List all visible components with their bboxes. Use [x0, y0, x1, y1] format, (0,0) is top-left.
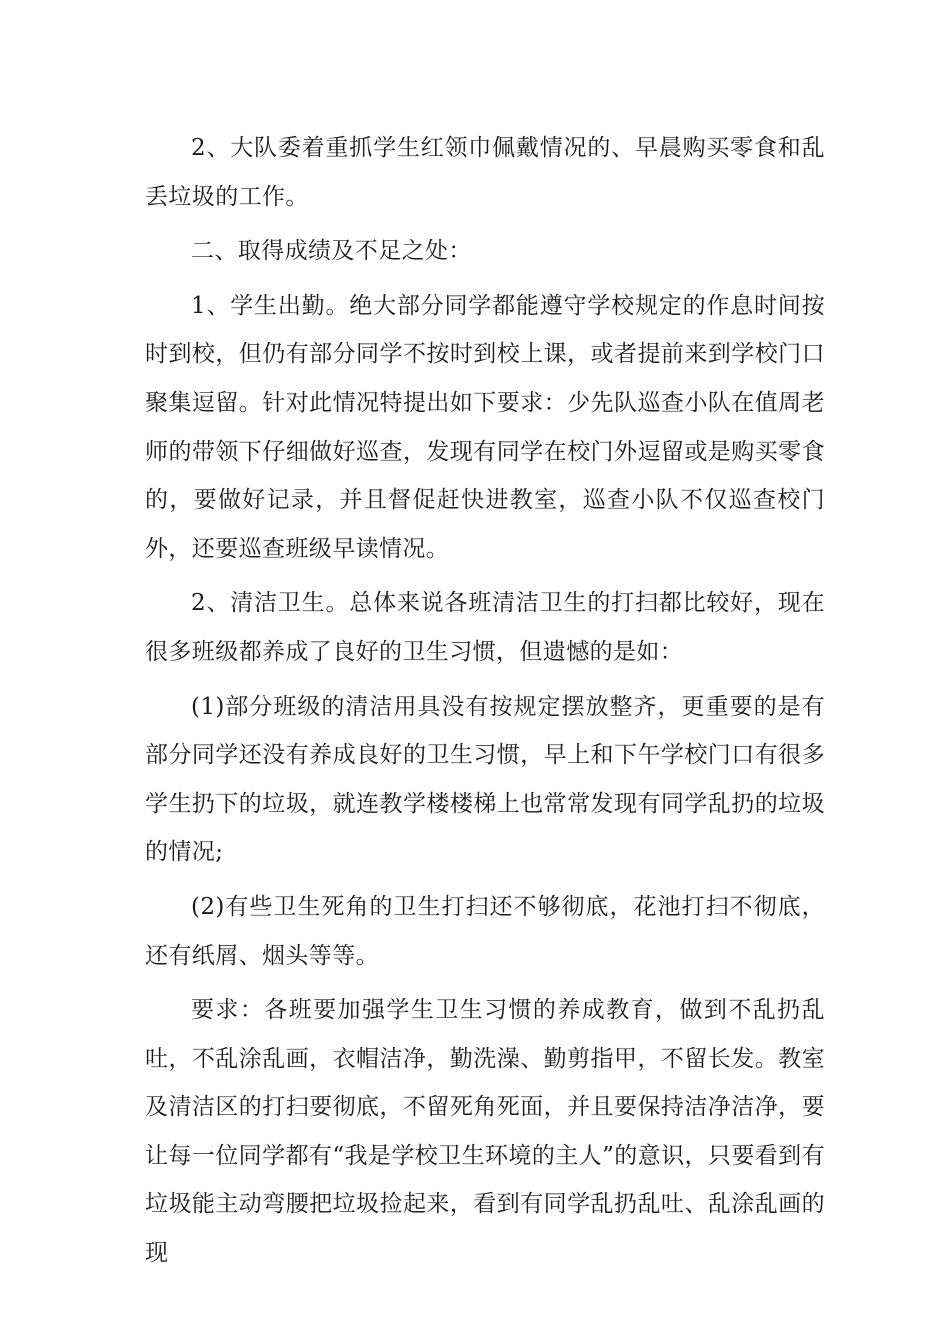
paragraph-item-1: (1)部分班级的清洁用具没有按规定摆放整齐，更重要的是有部分同学还没有养成良好的卫生习惯，早上和下午学校门口有很多学生扔下的垃圾，就连教学楼楼梯上也常常发现有同学乱扔的垃圾的情况;	[145, 693, 825, 866]
paragraph-item-2: (2)有些卫生死角的卫生打扫还不够彻底，花池打扫不彻底，还有纸屑、烟头等等。	[145, 893, 825, 969]
paragraph-requirements: 要求：各班要加强学生卫生习惯的养成教育，做到不乱扔乱吐，不乱涂乱画，衣帽洁净，勤洗澡、勤剪指甲，不留长发。教室及清洁区的打扫要彻底，不留死角死面，并且要保持洁净洁净，要让每一位同学都有“我是学校卫生环境的主人”的意识，只要看到有垃圾能主动弯腰把垃圾捡起来，看到有同学乱扔乱吐、乱涂乱画的现	[145, 997, 825, 1267]
document-body	[145, 124, 825, 1284]
paragraph-1: 2、大队委着重抓学生红领巾佩戴情况的、早晨购买零食和乱丢垃圾的工作。	[145, 135, 825, 210]
paragraph-attendance: 1、学生出勤。绝大部分同学都能遵守学校规定的作息时间按时到校，但仍有部分同学不按时到校上课，或者提前来到学校门口聚集逗留。针对此情况特提出如下要求：少先队巡查小队在值周老师的带领下仔细做好巡查，发现有同学在校门外逗留或是购买零食的，要做好记录，并且督促赶快进教室，巡查小队不仅巡查校门外，还要巡查班级早读情况。	[145, 292, 825, 562]
section-heading: 二、取得成绩及不足之处：	[191, 238, 472, 265]
paragraph-cleanliness: 2、清洁卫生。总体来说各班清洁卫生的打扫都比较好，现在很多班级都养成了良好的卫生习惯，但遗憾的是如：	[145, 590, 825, 665]
